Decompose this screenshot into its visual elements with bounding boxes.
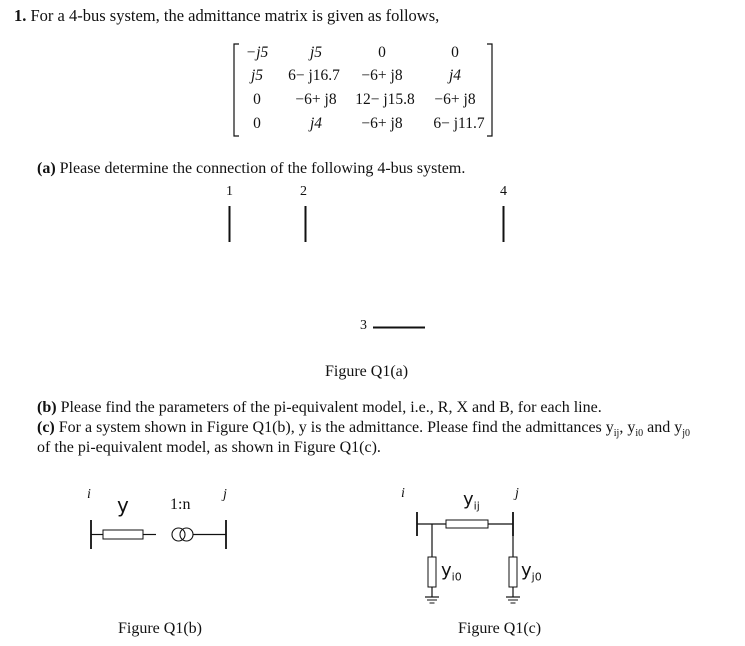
bus-label-3: 3	[360, 318, 367, 333]
matrix-cell-4-4: 6− j11.7	[433, 115, 485, 132]
matrix-cell-1-2: j5	[309, 44, 323, 61]
bus-label-2: 2	[300, 184, 307, 199]
matrix-cell-4-3: −6+ j8	[361, 115, 403, 132]
matrix-cell-1-3: 0	[378, 44, 386, 61]
fig-c-node-i: i	[401, 486, 405, 501]
figure-q1a-caption: Figure Q1(a)	[325, 363, 409, 380]
matrix-cell-2-4: j4	[448, 67, 462, 84]
part-c-sub-i0: i0	[635, 428, 644, 440]
fig-c-yi0-label: $y_{i0}$	[441, 560, 462, 584]
question-number: 1.	[14, 6, 27, 25]
part-b-text: Please find the parameters of the pi-equivalent model, i.e., R, X and B, for each line.	[60, 399, 602, 416]
fig-b-ratio-label: 1:n	[170, 496, 191, 513]
figure-q1c-caption: Figure Q1(c)	[458, 620, 542, 637]
figure-q1b-caption: Figure Q1(b)	[118, 620, 202, 637]
matrix-cell-1-1: −j5	[245, 44, 269, 61]
part-c-text-1: For a system shown in Figure Q1(b), y is the admittance. Please find the admittances y	[58, 419, 614, 436]
bus-label-4: 4	[500, 184, 507, 199]
fig-c-yj0-label: $y_{j0}$	[521, 560, 542, 584]
question-intro: For a 4-bus system, the admittance matrix is given as follows,	[30, 6, 440, 25]
matrix-cell-1-4: 0	[451, 44, 459, 61]
fig-c-yi0-box	[428, 557, 436, 587]
part-c-label: (c)	[37, 419, 55, 436]
matrix-cell-3-4: −6+ j8	[434, 91, 476, 108]
fig-b-node-j: j	[223, 487, 227, 502]
part-c-line-2: of the pi-equivalent model, as shown in Figure Q1(c).	[37, 439, 381, 456]
matrix-cell-2-2: 6− j16.7	[288, 67, 340, 84]
part-c-sub-j0: j0	[682, 428, 690, 440]
fig-c-yij-label: $y_{ij}$	[463, 489, 480, 513]
part-a-label: (a)	[37, 160, 56, 177]
fig-b-admittance-label: y	[117, 493, 129, 517]
fig-c-node-j: j	[515, 486, 519, 501]
matrix-cell-4-2: j4	[309, 115, 323, 132]
matrix-cell-3-3: 12− j15.8	[355, 91, 415, 108]
matrix-cell-2-1: j5	[250, 67, 264, 84]
part-c-sep-2: and y	[643, 419, 683, 436]
fig-c-yj0-box	[509, 557, 517, 587]
part-b-label: (b)	[37, 399, 57, 416]
matrix-cell-3-1: 0	[253, 91, 261, 108]
fig-b-node-i: i	[87, 487, 91, 502]
part-c-sep-1: , y	[619, 419, 636, 436]
part-a-text: Please determine the connection of the following 4-bus system.	[59, 160, 466, 177]
fig-c-yij-box	[446, 520, 488, 528]
matrix-cell-4-1: 0	[253, 115, 261, 132]
bus-label-1: 1	[226, 184, 233, 199]
matrix-cell-2-3: −6+ j8	[361, 67, 403, 84]
part-c-sub-ij: ij	[613, 428, 620, 440]
matrix-cell-3-2: −6+ j8	[295, 91, 337, 108]
